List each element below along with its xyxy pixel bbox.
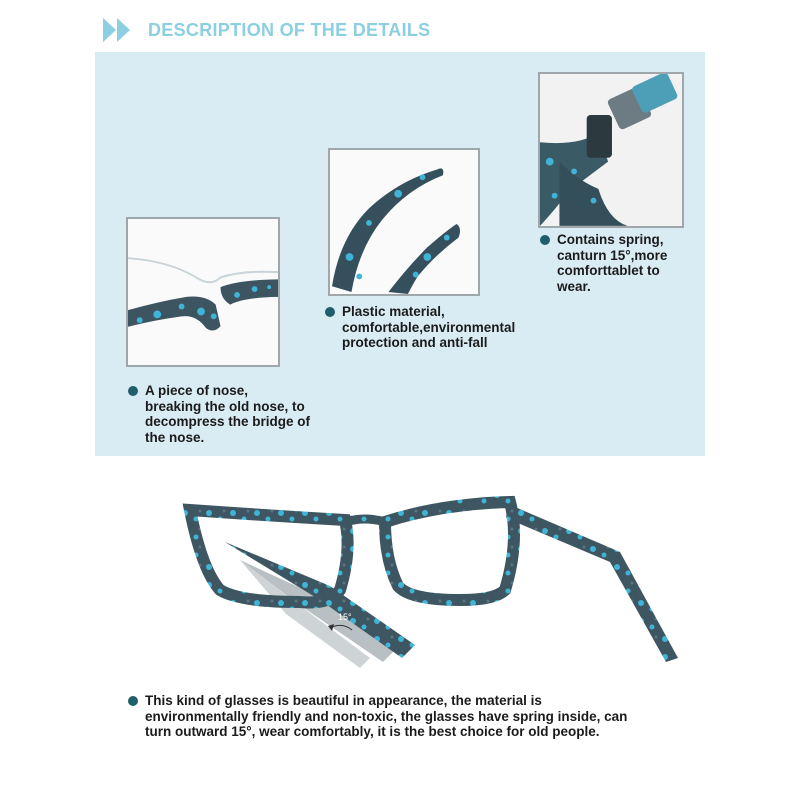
- bullet-dot: [325, 307, 335, 317]
- reading-glasses-photo: [180, 490, 690, 680]
- detail-text: A piece of nose, breaking the old nose, to decompress the bridge of the nose.: [145, 383, 311, 445]
- detail-text: Plastic material, comfortable,environmental protection and anti-fall: [342, 304, 516, 350]
- section-title: DESCRIPTION OF THE DETAILS: [148, 19, 431, 40]
- detail-item-spring: [540, 232, 667, 294]
- temple-tips-closeup-photo: [328, 148, 480, 296]
- section-header: [100, 12, 430, 48]
- bullet-dot: [128, 386, 138, 396]
- spring-hinge-closeup-photo: [538, 72, 684, 228]
- double-chevron-right-icon: [100, 12, 140, 48]
- summary-text: This kind of glasses is beautiful in appearance, the material is environmentally friendly and non-toxic, the glasses have spring inside, can turn outward 15°, wear comfortably, it is the best choice for old people.: [145, 693, 628, 739]
- angle-label: 15°: [338, 612, 352, 622]
- summary-item: [128, 693, 627, 740]
- detail-text: Contains spring, canturn 15°,more comforttablet to wear.: [557, 232, 668, 294]
- detail-item-material: [325, 304, 515, 351]
- nose-bridge-closeup-photo: [126, 217, 280, 367]
- bullet-dot: [540, 235, 550, 245]
- bullet-dot: [128, 696, 138, 706]
- detail-item-nose: [128, 383, 310, 445]
